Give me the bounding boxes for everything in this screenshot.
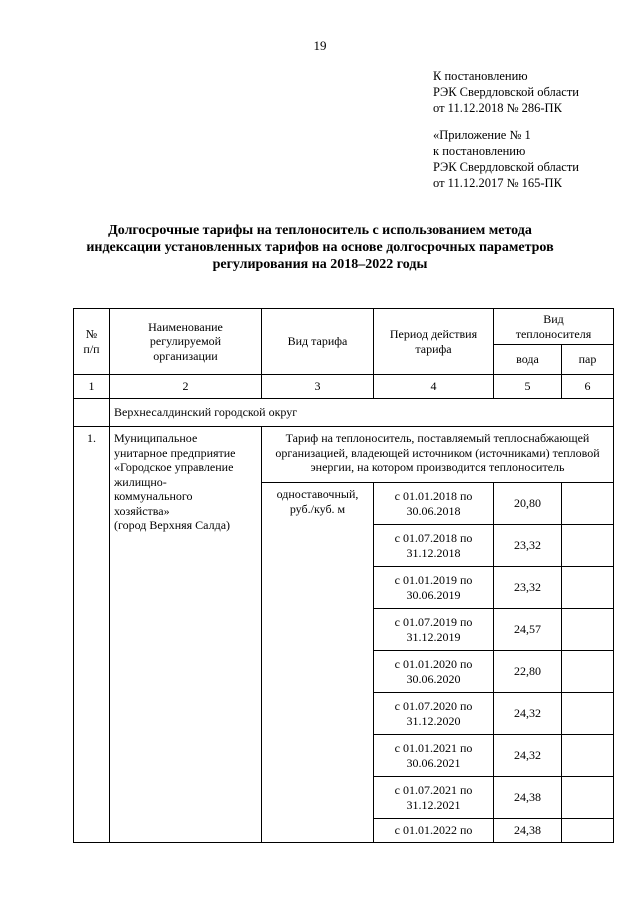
title-line: регулирования на 2018–2022 годы	[212, 257, 428, 272]
attachment-reference-current	[433, 68, 579, 116]
header-text: Наименование	[148, 319, 223, 334]
water-value: 24,57	[494, 609, 562, 651]
water-value: 24,32	[494, 693, 562, 735]
column-number: 4	[374, 375, 494, 399]
attachment-line: РЭК Свердловской области	[433, 160, 579, 174]
attachment-line: «Приложение № 1	[433, 128, 531, 142]
steam-value	[562, 735, 614, 777]
attachment-line: от 11.12.2017 № 165-ПК	[433, 176, 562, 190]
attachment-line: от 11.12.2018 № 286-ПК	[433, 101, 562, 115]
row-number: 1.	[74, 427, 110, 843]
attachment-reference-original	[433, 127, 579, 191]
period-cell	[374, 525, 494, 567]
document-title	[80, 222, 560, 273]
water-value: 22,80	[494, 651, 562, 693]
steam-value	[562, 609, 614, 651]
organization-line: (город Верхняя Салда)	[114, 518, 231, 532]
period-cell	[374, 735, 494, 777]
tariff-kind	[262, 483, 374, 843]
header-text: п/п	[83, 341, 100, 356]
period-line: 30.06.2020	[406, 671, 461, 686]
district-row	[74, 399, 614, 427]
attachment-line: РЭК Свердловской области	[433, 85, 579, 99]
organization-line: хозяйства»	[114, 503, 170, 518]
period-line: с 01.07.2018 по	[394, 531, 473, 545]
tariff-description: Тариф на теплоноситель, поставляемый теплоснабжающей организацией, владеющей источником (источниками) тепловой энергии, на котором производится теплоноситель	[262, 427, 614, 483]
water-value: 23,32	[494, 567, 562, 609]
period-cell	[374, 483, 494, 525]
header-text: Вид	[543, 312, 564, 326]
column-number: 2	[110, 375, 262, 399]
header-text: теплоносителя	[515, 326, 592, 341]
period-cell	[374, 693, 494, 735]
water-value: 20,80	[494, 483, 562, 525]
period-cell	[374, 567, 494, 609]
steam-value	[562, 525, 614, 567]
period-line: с 01.01.2019 по	[394, 573, 473, 587]
header-text: организации	[153, 348, 218, 363]
header-steam: пар	[562, 345, 614, 375]
header-period	[374, 309, 494, 375]
period-cell	[374, 651, 494, 693]
column-number: 1	[74, 375, 110, 399]
steam-value	[562, 651, 614, 693]
steam-value	[562, 693, 614, 735]
water-value: 23,32	[494, 525, 562, 567]
header-organization	[110, 309, 262, 375]
column-number: 5	[494, 375, 562, 399]
period-line: 31.12.2018	[406, 545, 461, 560]
water-value: 24,38	[494, 819, 562, 843]
title-line: Долгосрочные тарифы на теплоноситель с использованием метода	[108, 223, 532, 238]
period-line: с 01.01.2020 по	[394, 657, 473, 671]
attachment-line: к постановлению	[433, 144, 526, 158]
tariff-description-row	[74, 427, 614, 483]
water-value: 24,32	[494, 735, 562, 777]
tariff-kind-line: руб./куб. м	[289, 501, 346, 516]
steam-value	[562, 483, 614, 525]
period-line: с 01.01.2018 по	[394, 489, 473, 503]
period-line: 31.12.2019	[406, 629, 461, 644]
page-number: 19	[313, 38, 327, 53]
column-number-row	[74, 375, 614, 399]
title-line: индексации установленных тарифов на основе долгосрочных параметров	[86, 240, 554, 255]
steam-value	[562, 567, 614, 609]
column-number: 3	[262, 375, 374, 399]
tariff-kind-line: одноставочный,	[276, 487, 359, 501]
organization-name	[110, 427, 262, 843]
header-carrier	[494, 309, 614, 345]
header-text: Период действия	[389, 327, 478, 341]
water-value: 24,38	[494, 777, 562, 819]
header-row	[74, 309, 614, 345]
period-cell	[374, 777, 494, 819]
period-line: с 01.01.2021 по	[394, 741, 473, 755]
period-line: 30.06.2019	[406, 587, 461, 602]
period-line: с 01.01.2022 по	[394, 823, 473, 838]
header-text: тарифа	[415, 341, 452, 356]
period-line: 31.12.2021	[406, 797, 461, 812]
organization-line: «Городское управление	[114, 460, 234, 474]
header-number	[74, 309, 110, 375]
tariff-table	[73, 308, 614, 843]
organization-line: унитарное предприятие	[114, 445, 236, 460]
district-blank	[74, 399, 110, 427]
period-cell	[374, 609, 494, 651]
steam-value	[562, 777, 614, 819]
period-line: 31.12.2020	[406, 713, 461, 728]
period-line: с 01.07.2020 по	[394, 699, 473, 713]
attachment-line: К постановлению	[433, 69, 528, 83]
steam-value	[562, 819, 614, 843]
organization-line: Муниципальное	[114, 431, 198, 445]
period-cell	[374, 819, 494, 843]
organization-line: жилищно-	[114, 474, 167, 489]
period-line: с 01.07.2019 по	[394, 615, 473, 629]
header-text: №	[85, 327, 98, 341]
header-water: вода	[494, 345, 562, 375]
period-line: 30.06.2021	[406, 755, 461, 770]
header-text: регулируемой	[149, 334, 222, 349]
period-line: с 01.07.2021 по	[394, 783, 473, 797]
district-name: Верхнесалдинский городской округ	[110, 399, 614, 427]
period-line: 30.06.2018	[406, 503, 461, 518]
organization-line: коммунального	[114, 489, 193, 503]
column-number: 6	[562, 375, 614, 399]
header-tariff-type: Вид тарифа	[262, 309, 374, 375]
